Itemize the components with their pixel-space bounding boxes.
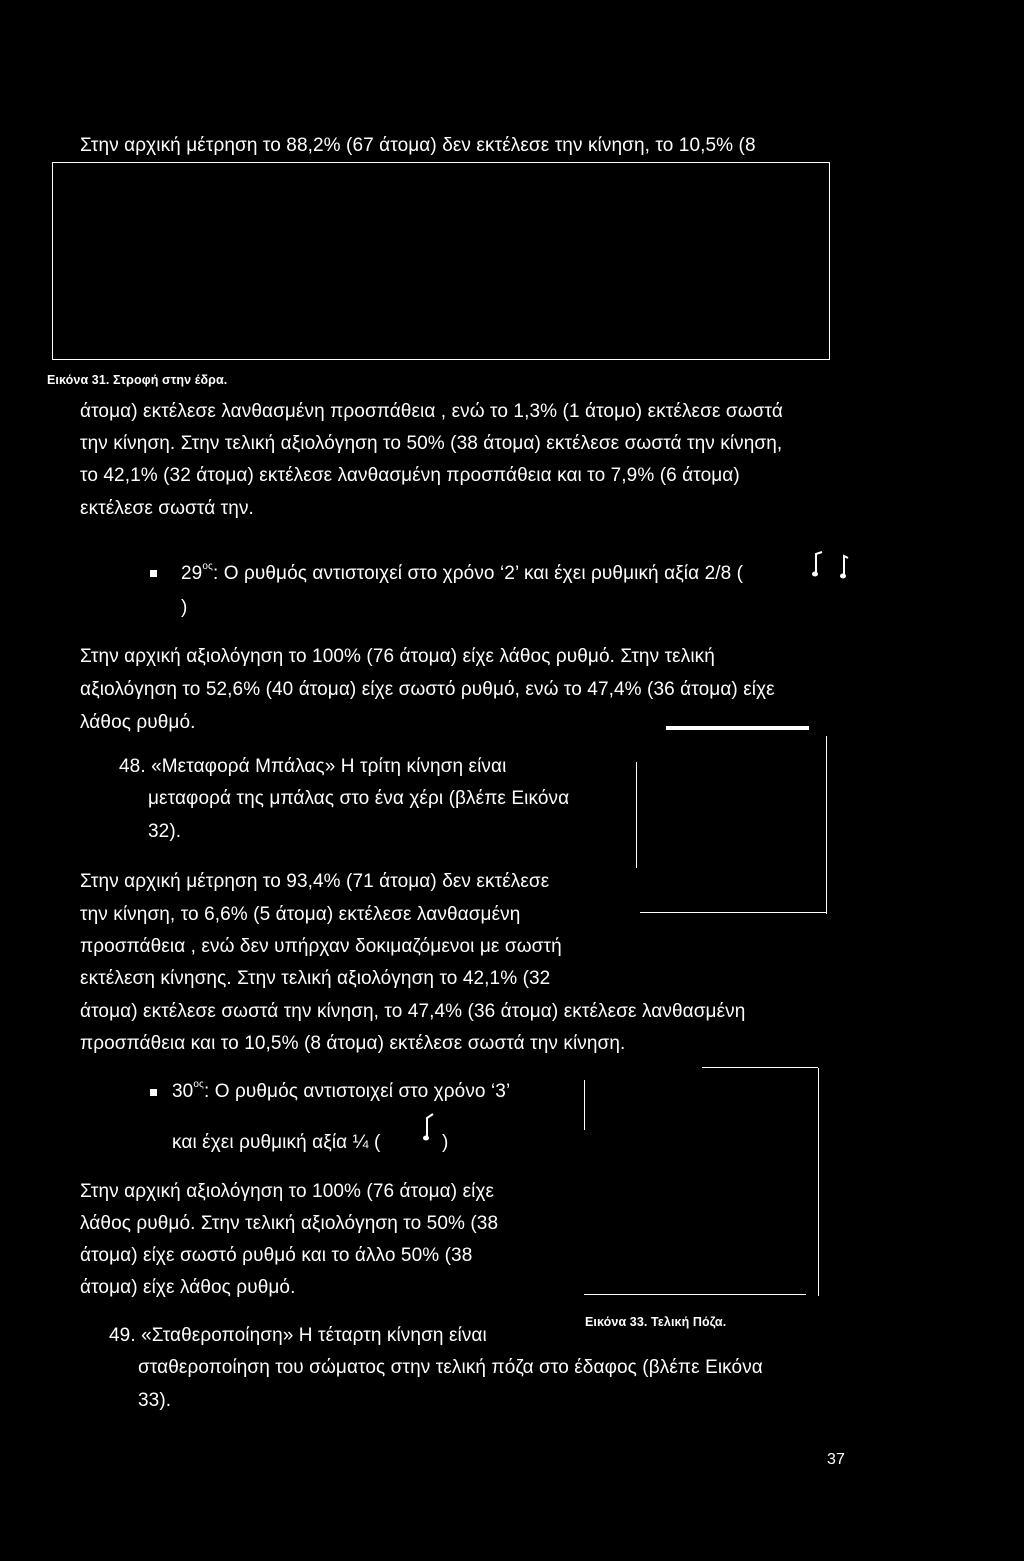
item-48-line: μεταφορά της μπάλας στο ένα χέρι (βλέπε Εικόνα [148,788,570,809]
paragraph-line: άτομα) εκτέλεσε σωστά την κίνηση, το 47,4% (36 άτομα) εκτέλεσε λανθασμένη [80,1001,746,1022]
paragraph-line: άτομα) εκτέλεσε λανθασμένη προσπάθεια , ενώ το 1,3% (1 άτομο) εκτέλεσε σωστά [80,401,783,422]
figure-33-right-border [818,1068,819,1296]
item-30-superscript: ος [193,1079,204,1090]
figure-33-bottom-border [584,1294,806,1295]
item-48-line: 48. «Μεταφορά Μπάλας» Η τρίτη κίνηση είναι [119,756,507,777]
figure-32-bottom-border [640,912,826,913]
item-29-superscript: ος [202,561,213,572]
item-29-text: : Ο ρυθμός αντιστοιχεί στο χρόνο ‘2’ και έχει ρυθμική αξία 2/8 ( [212,563,744,584]
quarter-note-icon [423,1112,439,1142]
item-30-value: και έχει ρυθμική αξία ¼ ( [172,1132,381,1153]
figure-33-left-border [584,1080,585,1130]
item-29-number: 29 [181,563,203,584]
item-49-line: σταθεροποίηση του σώματος στην τελική πόζα στο έδαφος (βλέπε Εικόνα [138,1357,763,1378]
paragraph-line: την κίνηση, το 6,6% (5 άτομα) εκτέλεσε λανθασμένη [80,904,521,925]
paragraph-line: Στην αρχική αξιολόγηση το 100% (76 άτομα) είχε [80,1181,495,1202]
paragraph-line: εκτέλεσε σωστά την. [80,498,254,519]
figure-32-right-border [826,736,827,914]
item-30-line [172,1079,511,1102]
paragraph-line: λάθος ρυθμό. Στην τελική αξιολόγηση το 50% (38 [80,1213,499,1234]
figure-33-top-border [702,1067,818,1068]
paragraph-line: άτομα) είχε λάθος ρυθμό. [80,1277,296,1298]
item-30-text: : Ο ρυθμός αντιστοιχεί στο χρόνο ‘3’ [203,1081,511,1102]
figure-31-frame [52,162,830,360]
paragraph-line: άτομα) είχε σωστό ρυθμό και το άλλο 50% (38 [80,1245,473,1266]
item-29-close: ) [181,597,188,618]
bullet-icon [150,1089,157,1096]
paragraph-line: Στην αρχική αξιολόγηση το 100% (76 άτομα) είχε λάθος ρυθμό. Στην τελική [80,646,715,667]
paragraph-line: λάθος ρυθμό. [80,712,196,733]
item-30-line-2 [172,1133,380,1152]
eighth-note-icon [812,550,852,580]
paragraph-line: Στην αρχική μέτρηση το 93,4% (71 άτομα) δεν εκτέλεσε [80,871,550,892]
paragraph-line: το 42,1% (32 άτομα) εκτέλεσε λανθασμένη προσπάθεια και το 7,9% (6 άτομα) [80,465,740,486]
item-30-close: ) [442,1132,449,1153]
paragraph-line: αξιολόγηση το 52,6% (40 άτομα) είχε σωστό ρυθμό, ενώ το 47,4% (36 άτομα) είχε [80,679,775,700]
item-49-line: 49. «Σταθεροποίηση» Η τέταρτη κίνηση είναι [109,1325,487,1346]
item-29-line [181,561,744,584]
figure-32-left-border [636,762,637,868]
page-number: 37 [827,1451,845,1468]
paragraph-line: εκτέλεση κίνησης. Στην τελική αξιολόγηση το 42,1% (32 [80,968,551,989]
paragraph-line: προσπάθεια και το 10,5% (8 άτομα) εκτέλεσε σωστά την κίνηση. [80,1033,626,1054]
paragraph-line: την κίνηση. Στην τελική αξιολόγηση το 50% (38 άτομα) εκτέλεσε σωστά την κίνηση, [80,433,783,454]
item-48-line: 32). [148,821,182,842]
item-30-number: 30 [172,1081,194,1102]
figure-32-top-border [666,726,809,730]
intro-line: Στην αρχική μέτρηση το 88,2% (67 άτομα) δεν εκτέλεσε την κίνηση, το 10,5% (8 [80,135,756,156]
item-49-line: 33). [138,1390,172,1411]
bullet-icon [150,570,157,577]
paragraph-line: προσπάθεια , ενώ δεν υπήρχαν δοκιμαζόμενοι με σωστή [80,936,562,957]
figure-31-caption: Εικόνα 31. Στροφή στην έδρα. [47,373,228,387]
figure-33-caption: Εικόνα 33. Τελική Πόζα. [585,1315,727,1329]
